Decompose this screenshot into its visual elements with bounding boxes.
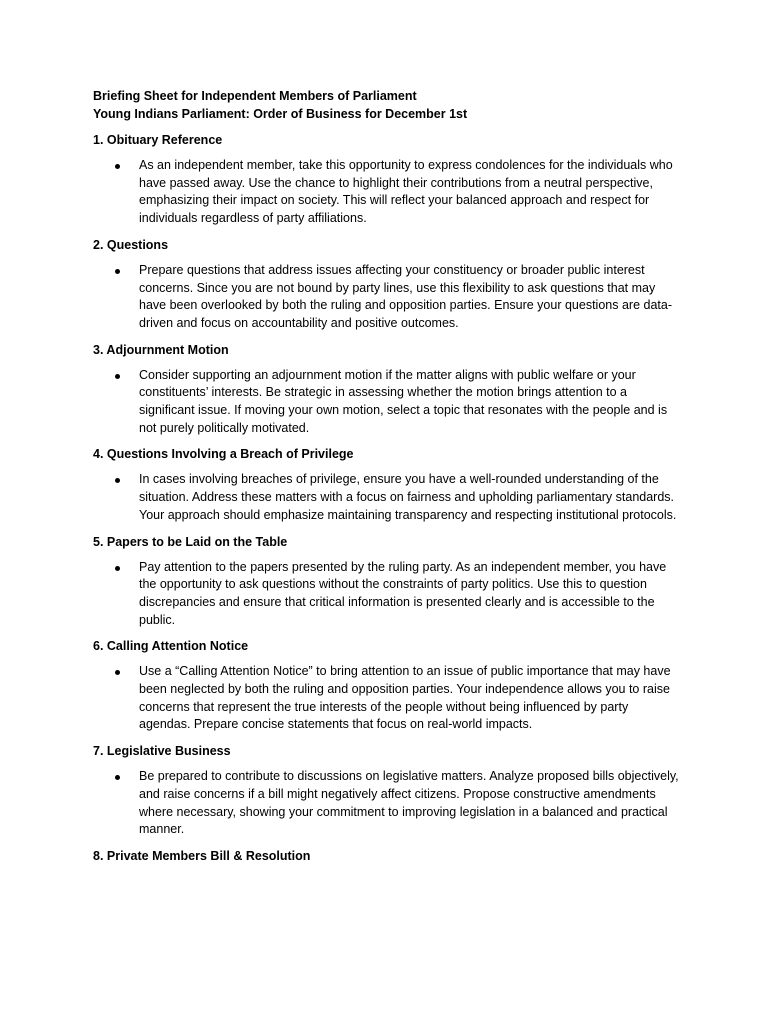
bullet-list xyxy=(93,471,683,524)
bullet-list xyxy=(93,367,683,438)
document-subtitle: Young Indians Parliament: Order of Business for December 1st xyxy=(93,107,468,121)
section-heading: 5. Papers to be Laid on the Table xyxy=(93,534,288,549)
section-breach-of-privilege xyxy=(93,445,683,524)
sections-container xyxy=(93,131,683,865)
bullet-item xyxy=(93,768,683,839)
section-obituary-reference xyxy=(93,131,683,228)
bullet-list xyxy=(93,768,683,839)
bullet-item xyxy=(93,262,683,333)
bullet-text: As an independent member, take this opportunity to express condolences for the individuals who have passed away. Use the chance to highlight their contributions from a neutral perspective, emphasizing their impact on society. This will reflect your balanced approach and respect for individuals regardless of party affiliations. xyxy=(139,158,673,226)
bullet-text: Be prepared to contribute to discussions on legislative matters. Analyze proposed bills objectively, and raise concerns if a bill might negatively affect citizens. Propose constructive amendments where necessary, showing your commitment to improving legislation in a balanced and practical manner. xyxy=(139,769,679,837)
bullet-icon xyxy=(115,164,120,169)
bullet-item xyxy=(93,559,683,630)
bullet-list xyxy=(93,663,683,734)
bullet-icon xyxy=(115,269,120,274)
section-heading: 4. Questions Involving a Breach of Privilege xyxy=(93,447,354,462)
bullet-text: Prepare questions that address issues affecting your constituency or broader public interest concerns. Since you are not bound by party lines, use this flexibility to ask questions that may have been overlooked by both the ruling and opposition parties. Ensure your questions are data-driven and focus on accountability and positive outcomes. xyxy=(139,262,672,330)
section-heading: 2. Questions xyxy=(93,237,169,252)
section-private-members-bill xyxy=(93,847,683,865)
bullet-item xyxy=(93,663,683,734)
section-heading: 3. Adjournment Motion xyxy=(93,342,229,357)
bullet-text: Pay attention to the papers presented by the ruling party. As an independent member, you have the opportunity to ask questions without the constraints of party politics. Use this to question discrepancies and ensure that critical information is presented clearly and is accessible to the public. xyxy=(139,559,667,627)
bullet-text: In cases involving breaches of privilege, ensure you have a well-rounded understanding of the situation. Address these matters with a focus on fairness and upholding parliamentary standards. Your approach should emphasize maintaining transparency and respecting institutional protocols. xyxy=(139,472,677,522)
section-calling-attention-notice xyxy=(93,637,683,734)
section-heading: 8. Private Members Bill & Resolution xyxy=(93,848,311,863)
bullet-item xyxy=(93,157,683,228)
bullet-list xyxy=(93,262,683,333)
bullet-text: Use a “Calling Attention Notice” to bring attention to an issue of public importance that may have been neglected by both the ruling and opposition parties. Your independence allows you to raise concerns that represent the true interests of the people without being influenced by party agendas. Prepare concise statements that focus on real-world impacts. xyxy=(139,664,671,732)
bullet-list xyxy=(93,559,683,630)
section-heading: 7. Legislative Business xyxy=(93,744,231,759)
bullet-icon xyxy=(115,566,120,571)
bullet-item xyxy=(93,367,683,438)
section-papers-laid-on-table xyxy=(93,533,683,630)
bullet-icon xyxy=(115,670,120,675)
bullet-icon xyxy=(115,374,120,379)
section-legislative-business xyxy=(93,742,683,839)
section-adjournment-motion xyxy=(93,341,683,438)
bullet-list xyxy=(93,157,683,228)
document-title: Briefing Sheet for Independent Members of Parliament xyxy=(93,89,417,103)
section-heading: 1. Obituary Reference xyxy=(93,133,223,147)
bullet-text: Consider supporting an adjournment motion if the matter aligns with public welfare or your constituents’ interests. Be strategic in assessing whether the motion brings attention to a significant issue. If moving your own motion, select a topic that resonates with the people and is not purely politically motivated. xyxy=(139,367,668,435)
bullet-icon xyxy=(115,775,120,780)
bullet-item xyxy=(93,471,683,524)
bullet-icon xyxy=(115,478,120,483)
section-heading: 6. Calling Attention Notice xyxy=(93,639,249,654)
section-questions xyxy=(93,236,683,333)
document-content xyxy=(93,87,683,873)
